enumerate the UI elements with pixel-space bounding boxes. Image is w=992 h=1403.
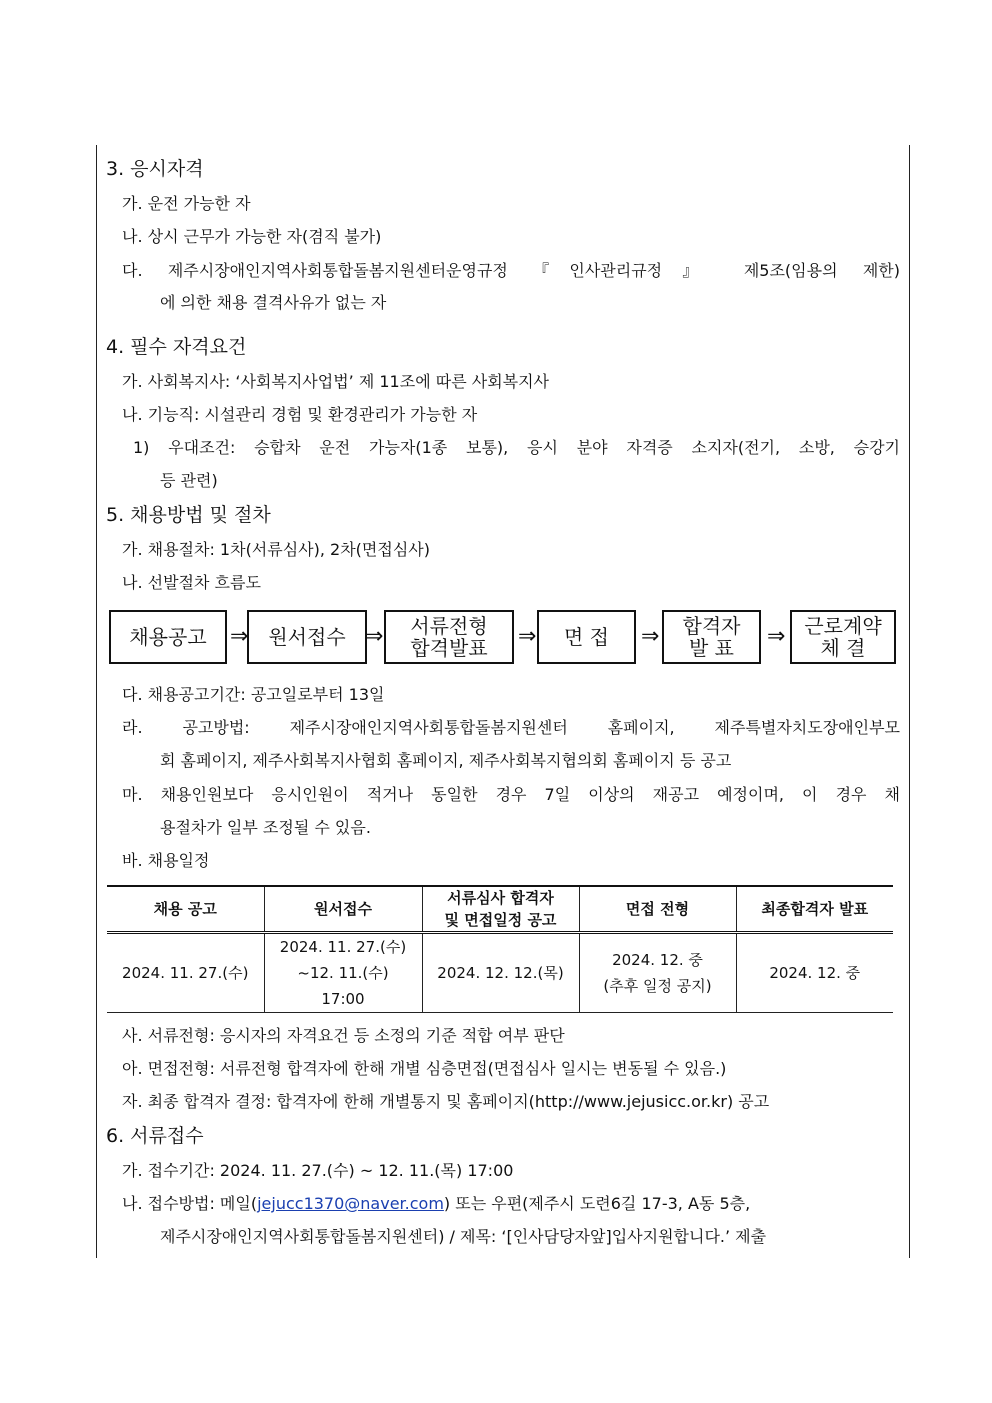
s6-na-suffix: ) 또는 우편(제주시 도련6길 17-3, A동 5층,	[443, 1194, 751, 1213]
s5-item-ma-line2: 용절차가 일부 조정될 수 있음.	[160, 818, 371, 837]
header-line: 및 면접일정 공고	[444, 911, 557, 929]
email-link[interactable]: jejucc1370@naver.com	[257, 1194, 444, 1213]
flow-arrow: ⇒	[767, 624, 786, 649]
flow-step-label: 근로계약	[804, 614, 882, 638]
cell-line: 17:00	[321, 990, 365, 1008]
s4-pref-line1: 1) 우대조건: 승합차 운전 가능자(1종 보통), 응시 분야 자격증 소지자(전기, 소방, 승강기	[133, 438, 900, 457]
header-line: 서류심사 합격자	[447, 889, 554, 907]
flow-step-contract	[790, 610, 896, 664]
flow-arrow: ⇒	[518, 624, 537, 649]
s3-item-da-line1: 다. 제주시장애인지역사회통합돌봄지원센터운영규정 『인사관리규정』 제5조(임용의 제한)	[122, 261, 900, 280]
s3-item-da-line2: 에 의한 채용 결격사유가 없는 자	[160, 293, 387, 312]
flow-step-label: 합격자	[682, 614, 741, 638]
s5-item-na: 나. 선발절차 흐름도	[122, 573, 261, 592]
flow-step-label: 원서접수	[268, 625, 346, 649]
s5-item-ja: 자. 최종 합격자 결정: 합격자에 한해 개별통지 및 홈페이지(http://www.jejusicc.or.kr) 공고	[122, 1092, 770, 1111]
cell-line: 2024. 12. 중	[612, 951, 703, 969]
section-5-heading: 5. 채용방법 및 절차	[106, 504, 271, 526]
flow-step-application	[247, 610, 367, 664]
col-header-document-result	[422, 886, 579, 933]
flow-step-label: 발 표	[689, 636, 734, 660]
cell-line: ~12. 11.(수)	[297, 964, 389, 982]
s5-item-ra-line1: 라. 공고방법: 제주시장애인지역사회통합돌봄지원센터 홈페이지, 제주특별자치도장애인부모	[122, 718, 900, 737]
flow-step-announcement	[109, 610, 227, 664]
s6-item-na-line1	[122, 1194, 750, 1214]
s3-item-ga: 가. 운전 가능한 자	[122, 194, 251, 213]
s5-item-sa: 사. 서류전형: 응시자의 자격요건 등 소정의 기준 적합 여부 판단	[122, 1026, 565, 1045]
cell-application-period	[264, 933, 422, 1013]
cell-announcement-date: 2024. 11. 27.(수)	[107, 933, 264, 1013]
section-4-heading: 4. 필수 자격요건	[106, 336, 247, 358]
col-header-announcement: 채용 공고	[107, 886, 264, 933]
flow-arrow: ⇒	[641, 624, 660, 649]
flow-step-final-result	[662, 610, 761, 664]
section-3-heading: 3. 응시자격	[106, 158, 204, 180]
cell-interview-date	[579, 933, 736, 1013]
col-header-final-result: 최종합격자 발표	[736, 886, 893, 933]
flow-arrow: ⇒	[365, 624, 384, 649]
s5-item-a: 아. 면접전형: 서류전형 합격자에 한해 개별 심층면접(면접심사 일시는 변동될 수 있음.)	[122, 1059, 727, 1078]
s5-item-ba: 바. 채용일정	[122, 851, 210, 870]
s3-item-na: 나. 상시 근무가 가능한 자(겸직 불가)	[122, 227, 382, 246]
col-header-interview: 면접 전형	[579, 886, 736, 933]
s4-pref-line2: 등 관련)	[160, 471, 218, 490]
s6-item-ga: 가. 접수기간: 2024. 11. 27.(수) ~ 12. 11.(목) 17:00	[122, 1161, 514, 1180]
cell-document-result-date: 2024. 12. 12.(목)	[422, 933, 579, 1013]
flow-step-label: 합격발표	[410, 636, 488, 660]
col-header-application: 원서접수	[264, 886, 422, 933]
s4-item-ga: 가. 사회복지사: ‘사회복지사업법’ 제 11조에 따른 사회복지사	[122, 372, 550, 391]
flow-step-label: 채용공고	[129, 625, 207, 649]
flow-arrow: ⇒	[230, 624, 249, 649]
flow-step-label: 서류전형	[410, 614, 488, 638]
s5-item-ga: 가. 채용절차: 1차(서류심사), 2차(면접심사)	[122, 540, 430, 559]
cell-line: (추후 일정 공지)	[603, 977, 712, 995]
s5-item-ma-line1: 마. 채용인원보다 응시인원이 적거나 동일한 경우 7일 이상의 재공고 예정이며, 이 경우 채	[122, 785, 900, 804]
s6-na-prefix: 나. 접수방법: 메일(	[122, 1194, 258, 1213]
s5-item-da: 다. 채용공고기간: 공고일로부터 13일	[122, 685, 385, 704]
flow-step-label: 체 결	[820, 636, 866, 660]
recruitment-schedule-table	[107, 885, 893, 1013]
cell-final-result-date: 2024. 12. 중	[736, 933, 893, 1013]
table-row	[107, 933, 893, 1013]
table-header-row	[107, 886, 893, 933]
selection-flowchart	[109, 610, 896, 668]
cell-line: 2024. 11. 27.(수)	[279, 938, 407, 956]
flow-step-document-result	[384, 610, 514, 664]
section-6-heading: 6. 서류접수	[106, 1125, 204, 1147]
s6-item-na-line2: 제주시장애인지역사회통합돌봄지원센터) / 제목: ‘[인사담당자앞]입사지원합니다.’ 제출	[160, 1227, 767, 1246]
s5-item-ra-line2: 회 홈페이지, 제주사회복지사협회 홈페이지, 제주사회복지협의회 홈페이지 등 공고	[160, 751, 732, 770]
flow-step-label: 면 접	[564, 625, 609, 649]
s4-item-na: 나. 기능직: 시설관리 경험 및 환경관리가 가능한 자	[122, 405, 478, 424]
flow-step-interview	[537, 610, 636, 664]
